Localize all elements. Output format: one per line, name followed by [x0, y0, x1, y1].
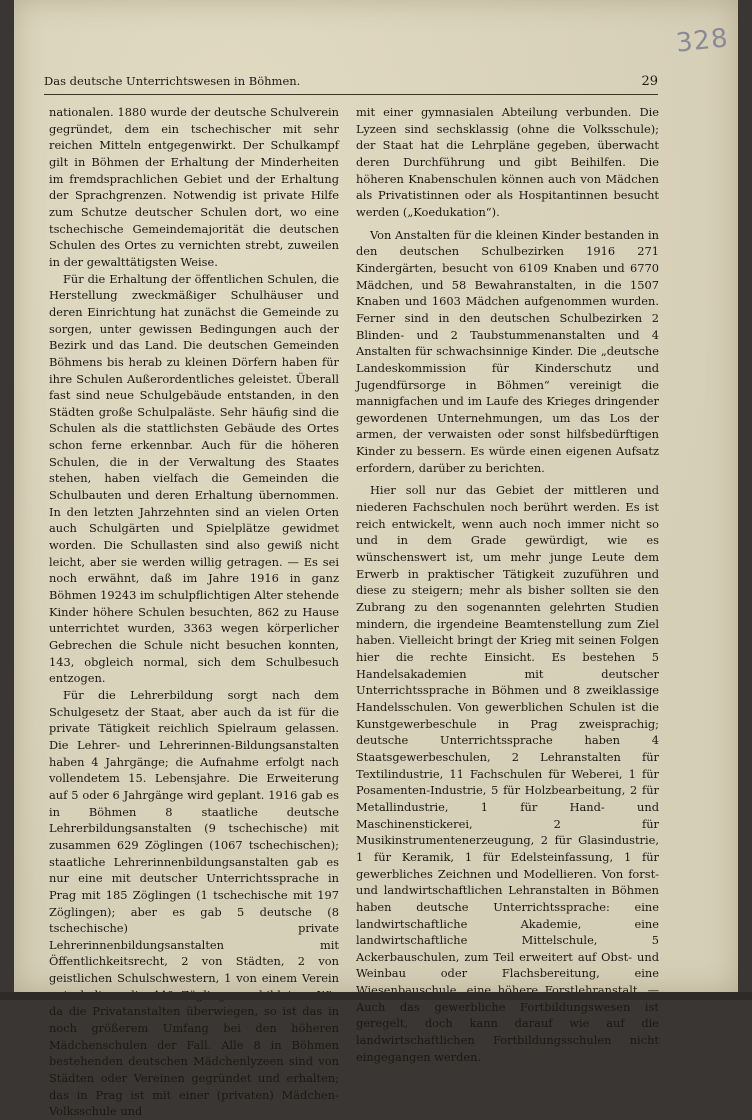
left-paragraph-2: Für die Erhaltung der öffentlichen Schulen, die Herstellung zweckmäßiger Schulhäuser und deren Einrichtung hat zunächst die Gemeinde zu sorgen, unter gewissen Bedingungen auch der Bezirk und das Land. Die deutschen Gemeinden Böhmens bis herab zu kleinen Dörfern haben für ihre Schulen Außerordentliches geleistet. Überall fast sind neue Schulgebäude entstanden, in den Städten große Schulpaläste. Sehr häufig sind die Schulen als die stattlichsten Gebäude des Ortes schon ferne erkennbar. Auch für die höheren Schulen, die in der Verwaltung des Staates stehen, haben vielfach die Gemeinden die Schulbauten und deren Erhaltung übernommen. In den letzten Jahrzehnten sind an vielen Orten auch Schulgärten und Spielplätze gewidmet worden. Die Schullasten sind also gewiß nicht leicht, aber sie werden willig getragen. — Es sei noch erwähnt, daß im Jahre 1916 in ganz Böhmen 19243 im schulpflichtigen Alter stehende Kinder höhere Schulen besuchten, 862 zu Hause unterrichtet wurden, 3363 wegen körperlicher Gebrechen die Schule nicht besuchen konnten, 143, obgleich normal, sich dem Schulbesuch entzogen.	[49, 271, 339, 687]
page-number: 29	[641, 74, 658, 89]
header-rule	[44, 94, 658, 95]
left-paragraph-3: Für die Lehrerbildung sorgt nach dem Schulgesetz der Staat, aber auch da ist für die private Tätigkeit reichlich Spielraum gelassen. Die Lehrer- und Lehrerinnen-Bildungsanstalten haben 4 Jahrgänge; die Aufnahme erfolgt nach vollendetem 15. Lebensjahre. Die Erweiterung auf 5 oder 6 Jahrgänge wird geplant. 1916 gab es in Böhmen 8 staatliche deutsche Lehrerbildungsanstalten (9 tschechische) mit zusammen 629 Zöglingen (1067 tschechischen); staatliche Lehrerinnenbildungsanstalten gab es nur eine mit deutscher Unterrichtssprache in Prag mit 185 Zöglingen (1 tschechische mit 197 Zöglingen); aber es gab 5 deutsche (8 tschechische) private Lehrerinnenbildungsanstalten mit Öffentlichkeitsrecht, 2 von Städten, 2 von geistlichen Schulschwestern, 1 von einem Verein unterhalten, die 440 Zöglinge ausbildeten. Wie da die Privatanstalten überwiegen, so ist das in noch größerem Umfang bei den höheren Mädchenschulen der Fall. Alle 8 in Böhmen bestehenden deutschen Mädchenlyzeen sind von Städten oder Vereinen gegründet und erhalten; das in Prag ist mit einer (privaten) Mädchen-	[49, 687, 339, 1120]
running-head-title: Das deutsche Unterrichtswesen in Böhmen.	[44, 74, 300, 88]
right-paragraph-3: Hier soll nur das Gebiet der mittleren und niederen Fachschulen noch berührt werden. Es ist reich entwickelt, wenn auch noch immer nicht so und in dem Grade gewürdigt, wie es wünschenswert ist, um mehr junge Leute dem Erwerb in praktischer Tätigkeit zuzuführen und diese zu steigern; mehr als bisher sollten sie den Zubrang zu den sogenannten gelehrten Studien mindern, die irgendeine Beamtenstellung zum Ziel haben. Vielleicht bringt der Krieg mit seinen Folgen hier die rechte Einsicht. Es bestehen 5 Handelsakademien mit deutscher Unterrichtssprache in Böhmen und 8 zweiklassige Handelsschulen. Von gewerblichen Schulen ist die Kunstgewerbeschule in Prag zweisprachig; deutsche Unterrichtssprache haben 4 Staatsgewerbeschulen, 2 Lehranstalten für Textilindustrie, 11 Fachschulen für Weberei, 1 für Posamenten-Industrie, 5 für Holzbearbeitung, 2 für Metallindustrie, 1 für Hand- und Maschinenstickerei, 2 für Musikinstrumentenerzeugung, 2 für Glasindustrie, 1 für Keramik, 1 für Edelsteinfassung, 1 für gewerbliches Zeichnen und Modellieren. Von forst- und landwirtschaftlichen Lehranstalten in Böhmen haben deutsche Unterrichtssprache: eine landwirtschaftliche Akademie, eine landwirtschaftliche Mittelschule, 5 Ackerbauschulen, zum Teil erweitert auf Obst- und Weinbau oder Flachsbereitung, eine Wiesenbauschule, eine höhere Forstlehranstalt. — Auch das gewerbliche Fortbildungswesen ist geregelt, doch kann darauf wie auf die landwirtschaftlichen Fortbildungsschulen nicht eingegangen werden.	[356, 482, 659, 1065]
right-paragraph-2: Von Anstalten für die kleinen Kinder bestanden in den deutschen Schulbezirken 1916 271 Kindergärten, besucht von 6109 Knaben und 6770 Mädchen, und 58 Bewahranstalten, in die 1507 Knaben und 1603 Mädchen aufgenommen wurden. Ferner sind in den deutschen Schulbezirken 2 Blinden- und 2 Taubstummenanstalten und 4 Anstalten für schwachsinnige Kinder. Die „deutsche Landeskommission für Kinderschutz und Jugendfürsorge in Böhmen“ vereinigt die mannigfachen und im Laufe des Krieges dringender gewordenen Unternehmungen, um das Los der armen, der verwaisten oder sonst hilfsbedürftigen Kinder zu bessern. Es würde einen eigenen Aufsatz erfordern, darüber zu berichten.	[356, 227, 659, 477]
right-paragraph-1: mit einer gymnasialen Abteilung verbunden. Die Lyzeen sind sechsklassig (ohne die Volksschule); der Staat hat die Lehrpläne gegeben, überwacht deren Durchführung und gibt Beihilfen. Die höheren Knabenschulen können auch von Mädchen als Privatistinnen oder als Hospitantinnen besucht werden („Koedukation“).	[356, 104, 659, 221]
page-bottom-edge	[0, 992, 752, 1000]
left-column	[49, 104, 339, 1120]
right-column	[356, 104, 659, 1065]
left-paragraph-1: nationalen. 1880 wurde der deutsche Schulverein gegründet, dem ein tschechischer mit sehr reichen Mitteln entgegenwirkt. Der Schulkampf gilt in Böhmen der Erhaltung der Minderheiten im fremdsprachlichen Gebiet und der Erhaltung der Sprachgrenzen. Notwendig ist private Hilfe zum Schutze deutscher Schulen dort, wo eine tschechische Gemeindemajorität die deutschen Schulen des Ortes zu vernichten strebt, zuweilen in der gewalttätigsten Weise.	[49, 104, 339, 271]
handwritten-page-note: 328	[675, 23, 730, 58]
